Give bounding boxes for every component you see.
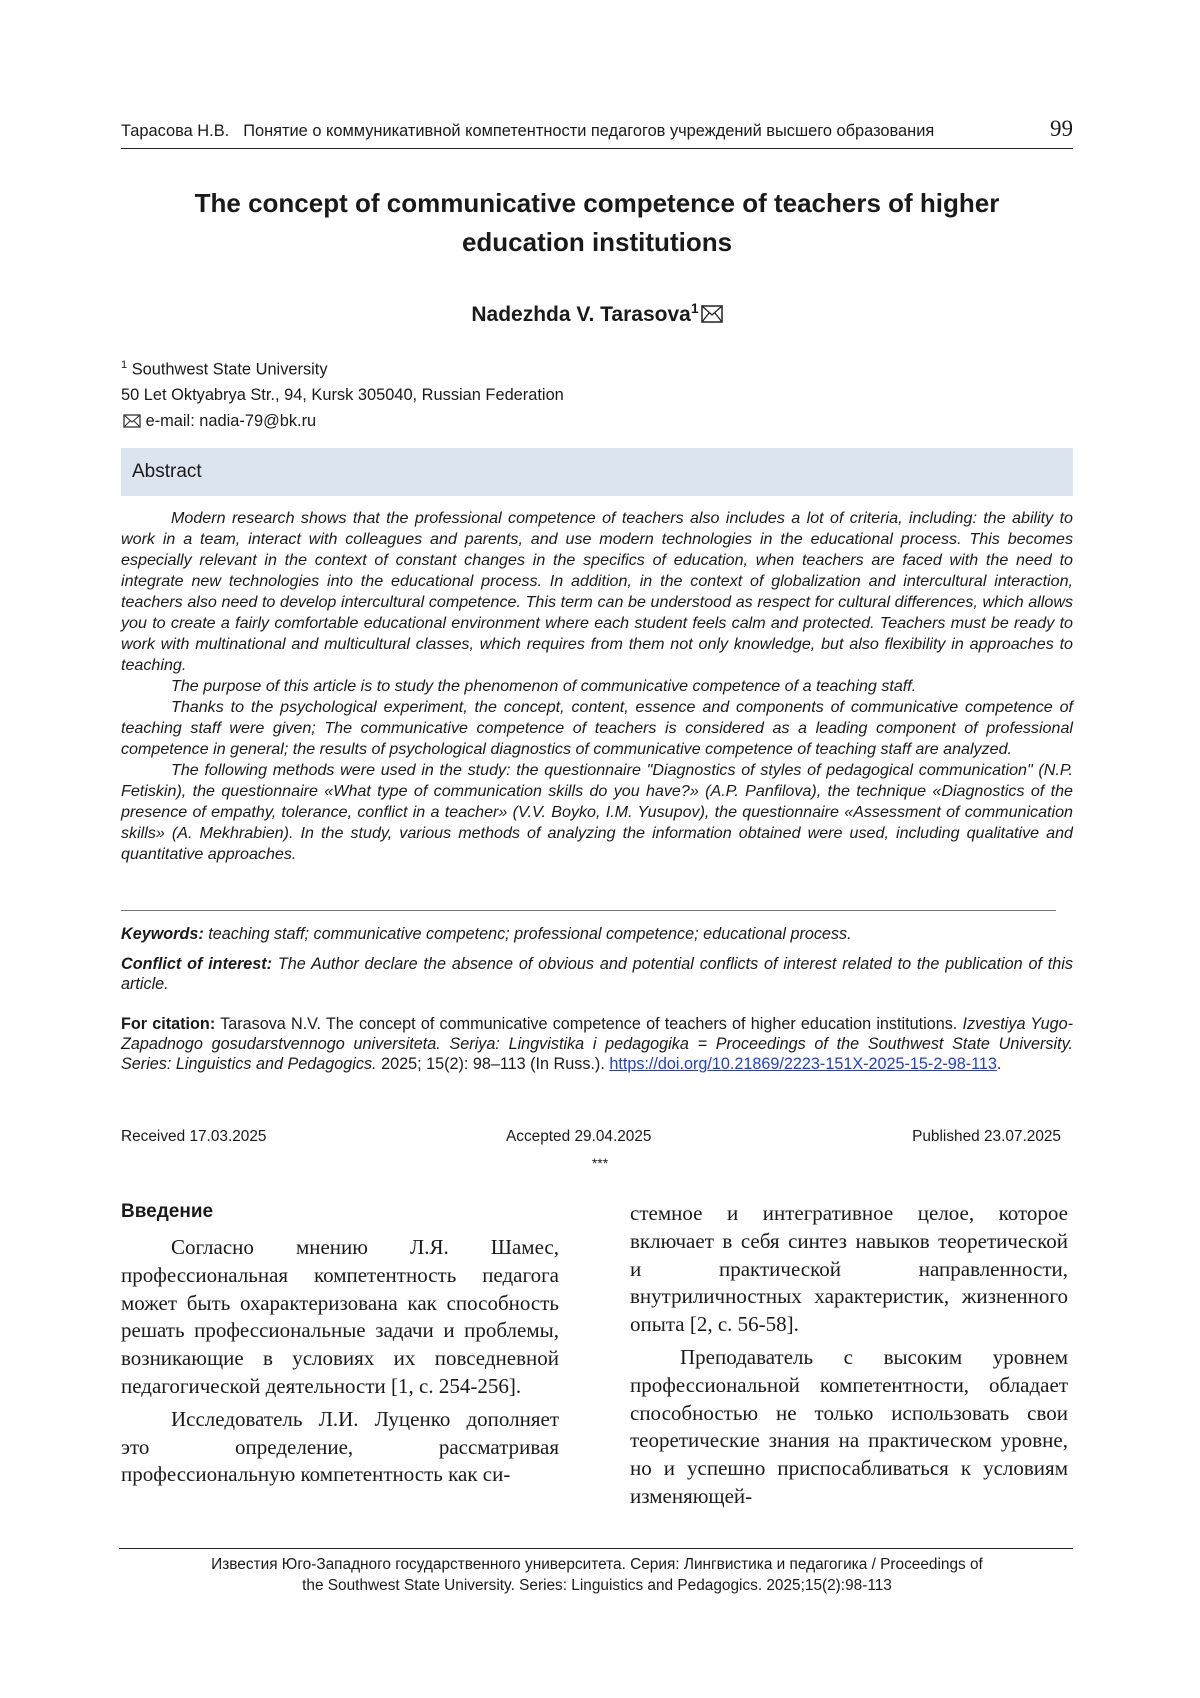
conflict-of-interest [121, 954, 1073, 994]
journal-footer [121, 1554, 1073, 1596]
body-paragraph-continuation: стемное и интегративное целое, которое включает в себя синтез навыков теоретической и практической направленности, внутриличностных характеристик, жизненного опыта [2, с. 56-58]. [630, 1201, 1068, 1337]
author-line [121, 300, 1073, 329]
abstract-body [121, 508, 1073, 865]
published-date: Published 23.07.2025 [912, 1128, 1061, 1145]
email-text[interactable]: e-mail: nadia-79@bk.ru [145, 412, 317, 430]
email-line [121, 412, 316, 433]
body-paragraph: Исследователь Л.И. Луценко дополняет это определение, рассматривая профессиональную компетентность как си- [121, 1406, 559, 1487]
received-date: Received 17.03.2025 [121, 1128, 267, 1145]
section-separator: *** [591, 1155, 609, 1171]
conflict-text: The Author declare the absence of obvious and potential conflicts of interest related to the publication of this article. [121, 955, 1074, 993]
keywords [121, 924, 1073, 944]
footer-line-1: Известия Юго-Западного государственного университета. Серия: Лингвистика и педагогика / Proceedings of [211, 1556, 983, 1573]
conflict-label: Conflict of interest: [121, 955, 273, 973]
title-line-1: The concept of communicative competence of teachers of higher [194, 188, 1000, 218]
citation-label: For citation: [121, 1015, 216, 1033]
affiliation-address: 50 Let Oktyabrya Str., 94, Kursk 305040, Russian Federation [121, 386, 564, 405]
envelope-icon[interactable] [701, 305, 723, 329]
body-column-right [630, 1200, 1068, 1516]
author-sup: 1 [690, 300, 699, 316]
abstract-heading: Abstract [132, 461, 202, 482]
affiliation-org: Southwest State University [131, 360, 328, 379]
citation-text: Tarasova N.V. The concept of communicative competence of teachers of higher education institutions. [220, 1015, 958, 1033]
article-title [121, 184, 1073, 262]
abstract-paragraph: The purpose of this article is to study the phenomenon of communicative competence of a teaching staff. [171, 677, 917, 695]
envelope-icon [123, 414, 141, 433]
title-line-2: education institutions [461, 227, 733, 257]
abstract-paragraph: Thanks to the psychological experiment, the concept, content, essence and components of communicative competence of teaching staff were given; The communicative competence of teachers is considered as a leading component of professional competence in general; the results of psychological diagnostics of communicative competence of teaching staff are analyzed. [121, 698, 1073, 758]
running-header [121, 118, 1073, 149]
abstract-heading-box [121, 448, 1073, 496]
citation-details: 2025; 15(2): 98–113 (In Russ.). [381, 1055, 605, 1073]
divider [121, 910, 1056, 911]
header-author: Тарасова Н.В. [121, 122, 230, 140]
body-column-left [121, 1200, 559, 1494]
abstract-paragraph: The following methods were used in the study: the questionnaire "Diagnostics of styles of pedagogical communication" (N.P. Fetiskin), the questionnaire «What type of communication skills do you have?» (A.P. Panfilova), the technique «Diagnostics of the presence of empathy, tolerance, conflict in a teacher» (V.V. Boyko, I.M. Yusupov), the questionnaire «Assessment of communication skills» (A. Mekhrabien). In the study, various methods of analyzing the information obtained were used, including qualitative and quantitative approaches. [121, 761, 1073, 863]
author-name: Nadezhda V. Tarasova [471, 303, 691, 326]
body-paragraph: Согласно мнению Л.Я. Шамес, профессиональная компетентность педагога может быть охарактеризована как способность решать профессиональные задачи и проблемы, возникающие в условиях их повседневной педагогической деятельности [1, с. 254-256]. [121, 1235, 559, 1398]
citation: For citation: Tarasova N.V. The concept of communicative competence of teachers of higher education institutions. Izvestiya Yugo-Zapadnogo gosudarstvennogo universiteta. Seriya: Lingvistika i pedagogika = Proceedings of the Southwest State University. Series: Linguistics and Pedagogics. 2025; 15(2): 98–113 (In Russ.). https://doi.org/10.21869/2223-151X-2025-15-2-98-113. [121, 1015, 1073, 1073]
header-running-title: Понятие о коммуникативной компетентности педагогов учреждений высшего образования [243, 122, 935, 140]
page-number: 99 [1050, 116, 1073, 141]
keywords-text: teaching staff; communicative competenc; professional competence; educational process. [208, 925, 852, 943]
section-heading: Введение [121, 1201, 214, 1222]
affiliation [121, 352, 564, 408]
citation-journal: Izvestiya Yugo-Zapadnogo gosudarstvennogo universiteta. Seriya: Lingvistika i pedagogika = Proceedings of the Southwest State University. Series: Linguistics and Pedagogics. [121, 1015, 1073, 1073]
affiliation-sup: 1 [121, 359, 128, 371]
footer-divider [119, 1548, 1073, 1549]
footer-line-2: the Southwest State University. Series: Linguistics and Pedagogics. 2025;15(2):98-113 [302, 1577, 892, 1594]
accepted-date: Accepted 29.04.2025 [506, 1128, 652, 1145]
abstract-paragraph: Modern research shows that the professional competence of teachers also includes a lot of criteria, including: the ability to work in a team, interact with colleagues and parents, and use modern technologies in the educational process. This becomes especially relevant in the context of constant changes in the specifics of education, when teachers are faced with the need to integrate new technologies into the educational process. In addition, in the context of globalization and intercultural interaction, teachers also need to develop intercultural competence. This term can be understood as respect for cultural differences, which allows you to create a fairly comfortable educational environment where each student feels calm and protected. Teachers must be ready to work with multinational and multicultural classes, which requires from them not only knowledge, but also flexibility in approaches to teaching. [121, 509, 1073, 674]
keywords-label: Keywords: [121, 925, 204, 943]
doi-link[interactable]: https://doi.org/10.21869/2223-151X-2025-15-2-98-113 [609, 1055, 997, 1073]
body-paragraph: Преподаватель с высоким уровнем профессиональной компетентности, обладает способностью не только использовать свои теоретические знания на практическом уровне, но и успешно приспосабливаться к условиям изменяющей- [630, 1344, 1068, 1508]
